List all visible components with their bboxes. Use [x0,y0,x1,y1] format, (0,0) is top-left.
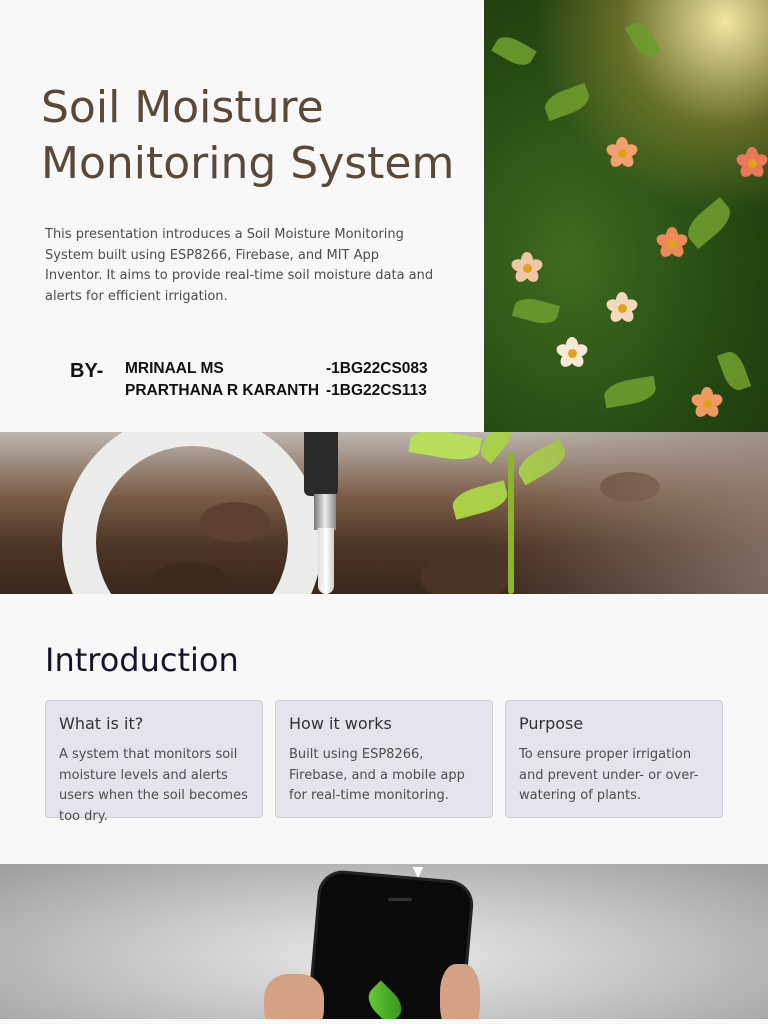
intro-card-purpose [505,700,723,818]
card-body: Built using ESP8266, Firebase, and a mobile app for real-time monitoring. [289,747,465,804]
card-heading: Purpose [519,714,584,733]
author-id: -1BG22CS113 [326,382,427,399]
garden-flowers-image [484,0,768,432]
card-body: To ensure proper irrigation and prevent under- or over-watering of plants. [519,747,699,804]
card-heading: What is it? [59,714,144,733]
card-body: A system that monitors soil moisture levels and alerts users when the soil becomes too dry. [59,747,248,825]
intro-card-how [275,700,493,818]
hero-description: This presentation introduces a Soil Moisture Monitoring System built using ESP8266, Firebase, and MIT App Inventor. It aims to provide real-time soil moisture data and alerts for efficient irrigation. [45,227,434,305]
author-name: PRARTHANA R KARANTH [125,382,320,399]
card-heading: How it works [289,714,392,733]
author-name: MRINAAL MS [125,360,224,377]
by-label: BY- [70,360,104,382]
page-title: Soil Moisture Monitoring System [41,82,455,189]
phone-app-image [0,864,768,1019]
white-pot-rim [62,432,322,594]
intro-card-what [45,700,263,825]
moisture-probe [304,432,338,496]
author-id: -1BG22CS083 [326,360,428,377]
title-section [0,0,484,432]
down-arrow-icon: ▼ [412,864,424,880]
soil-sensor-image [0,432,768,594]
introduction-heading: Introduction [45,641,239,679]
